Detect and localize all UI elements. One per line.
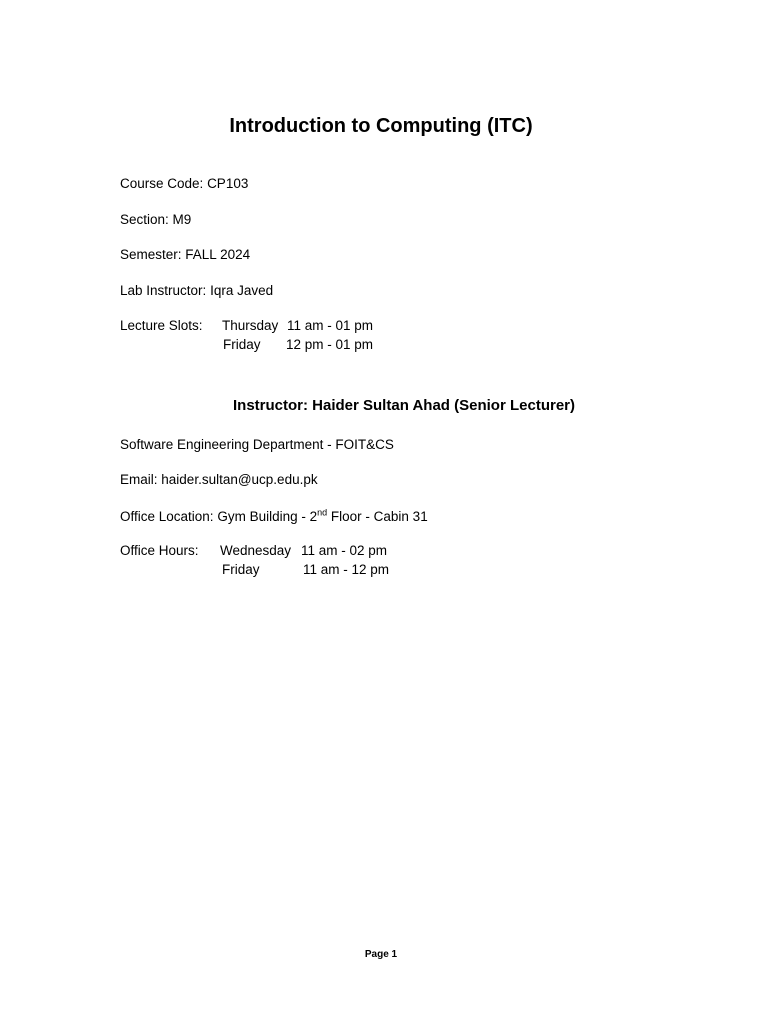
office-location-superscript: nd — [317, 507, 328, 518]
lecture-slot-day: Thursday — [222, 318, 279, 333]
section-line — [120, 211, 191, 229]
section-label: Section: — [120, 212, 169, 227]
instructor-heading: Instructor: Haider Sultan Ahad (Senior Lecturer) — [233, 397, 575, 414]
office-hours-label: Office Hours: — [120, 543, 199, 558]
lecture-slot-time: 11 am - 01 pm — [287, 318, 374, 333]
semester-line — [120, 246, 250, 264]
office-location-suffix: Floor - Cabin 31 — [330, 509, 428, 524]
course-code-line — [120, 175, 248, 193]
lab-instructor-value: Iqra Javed — [210, 283, 274, 298]
department-line: Software Engineering Department - FOIT&CS — [120, 437, 394, 452]
lecture-slot-time: 12 pm - 01 pm — [286, 337, 374, 352]
office-location-line — [120, 508, 428, 526]
office-location-prefix: Gym Building - 2 — [217, 509, 318, 524]
office-hours-time: 11 am - 02 pm — [301, 543, 388, 558]
semester-value: FALL 2024 — [185, 247, 251, 262]
page-number: Page 1 — [364, 949, 398, 960]
section-value: M9 — [172, 212, 192, 227]
lab-instructor-line — [120, 282, 273, 300]
lab-instructor-label: Lab Instructor: — [120, 283, 207, 298]
office-hours-day: Friday — [222, 562, 260, 577]
office-hours-day: Wednesday — [220, 543, 292, 558]
course-code-label: Course Code: — [120, 176, 204, 191]
email-value: haider.sultan@ucp.edu.pk — [161, 472, 318, 487]
lecture-slots-label: Lecture Slots: — [120, 318, 203, 333]
office-location-label: Office Location: — [120, 509, 214, 524]
email-line — [120, 471, 318, 489]
office-hours-time: 11 am - 12 pm — [303, 562, 390, 577]
email-label: Email: — [120, 472, 158, 487]
document-title: Introduction to Computing (ITC) — [229, 115, 533, 137]
semester-label: Semester: — [120, 247, 182, 262]
lecture-slot-day: Friday — [223, 337, 261, 352]
course-code-value: CP103 — [207, 176, 249, 191]
